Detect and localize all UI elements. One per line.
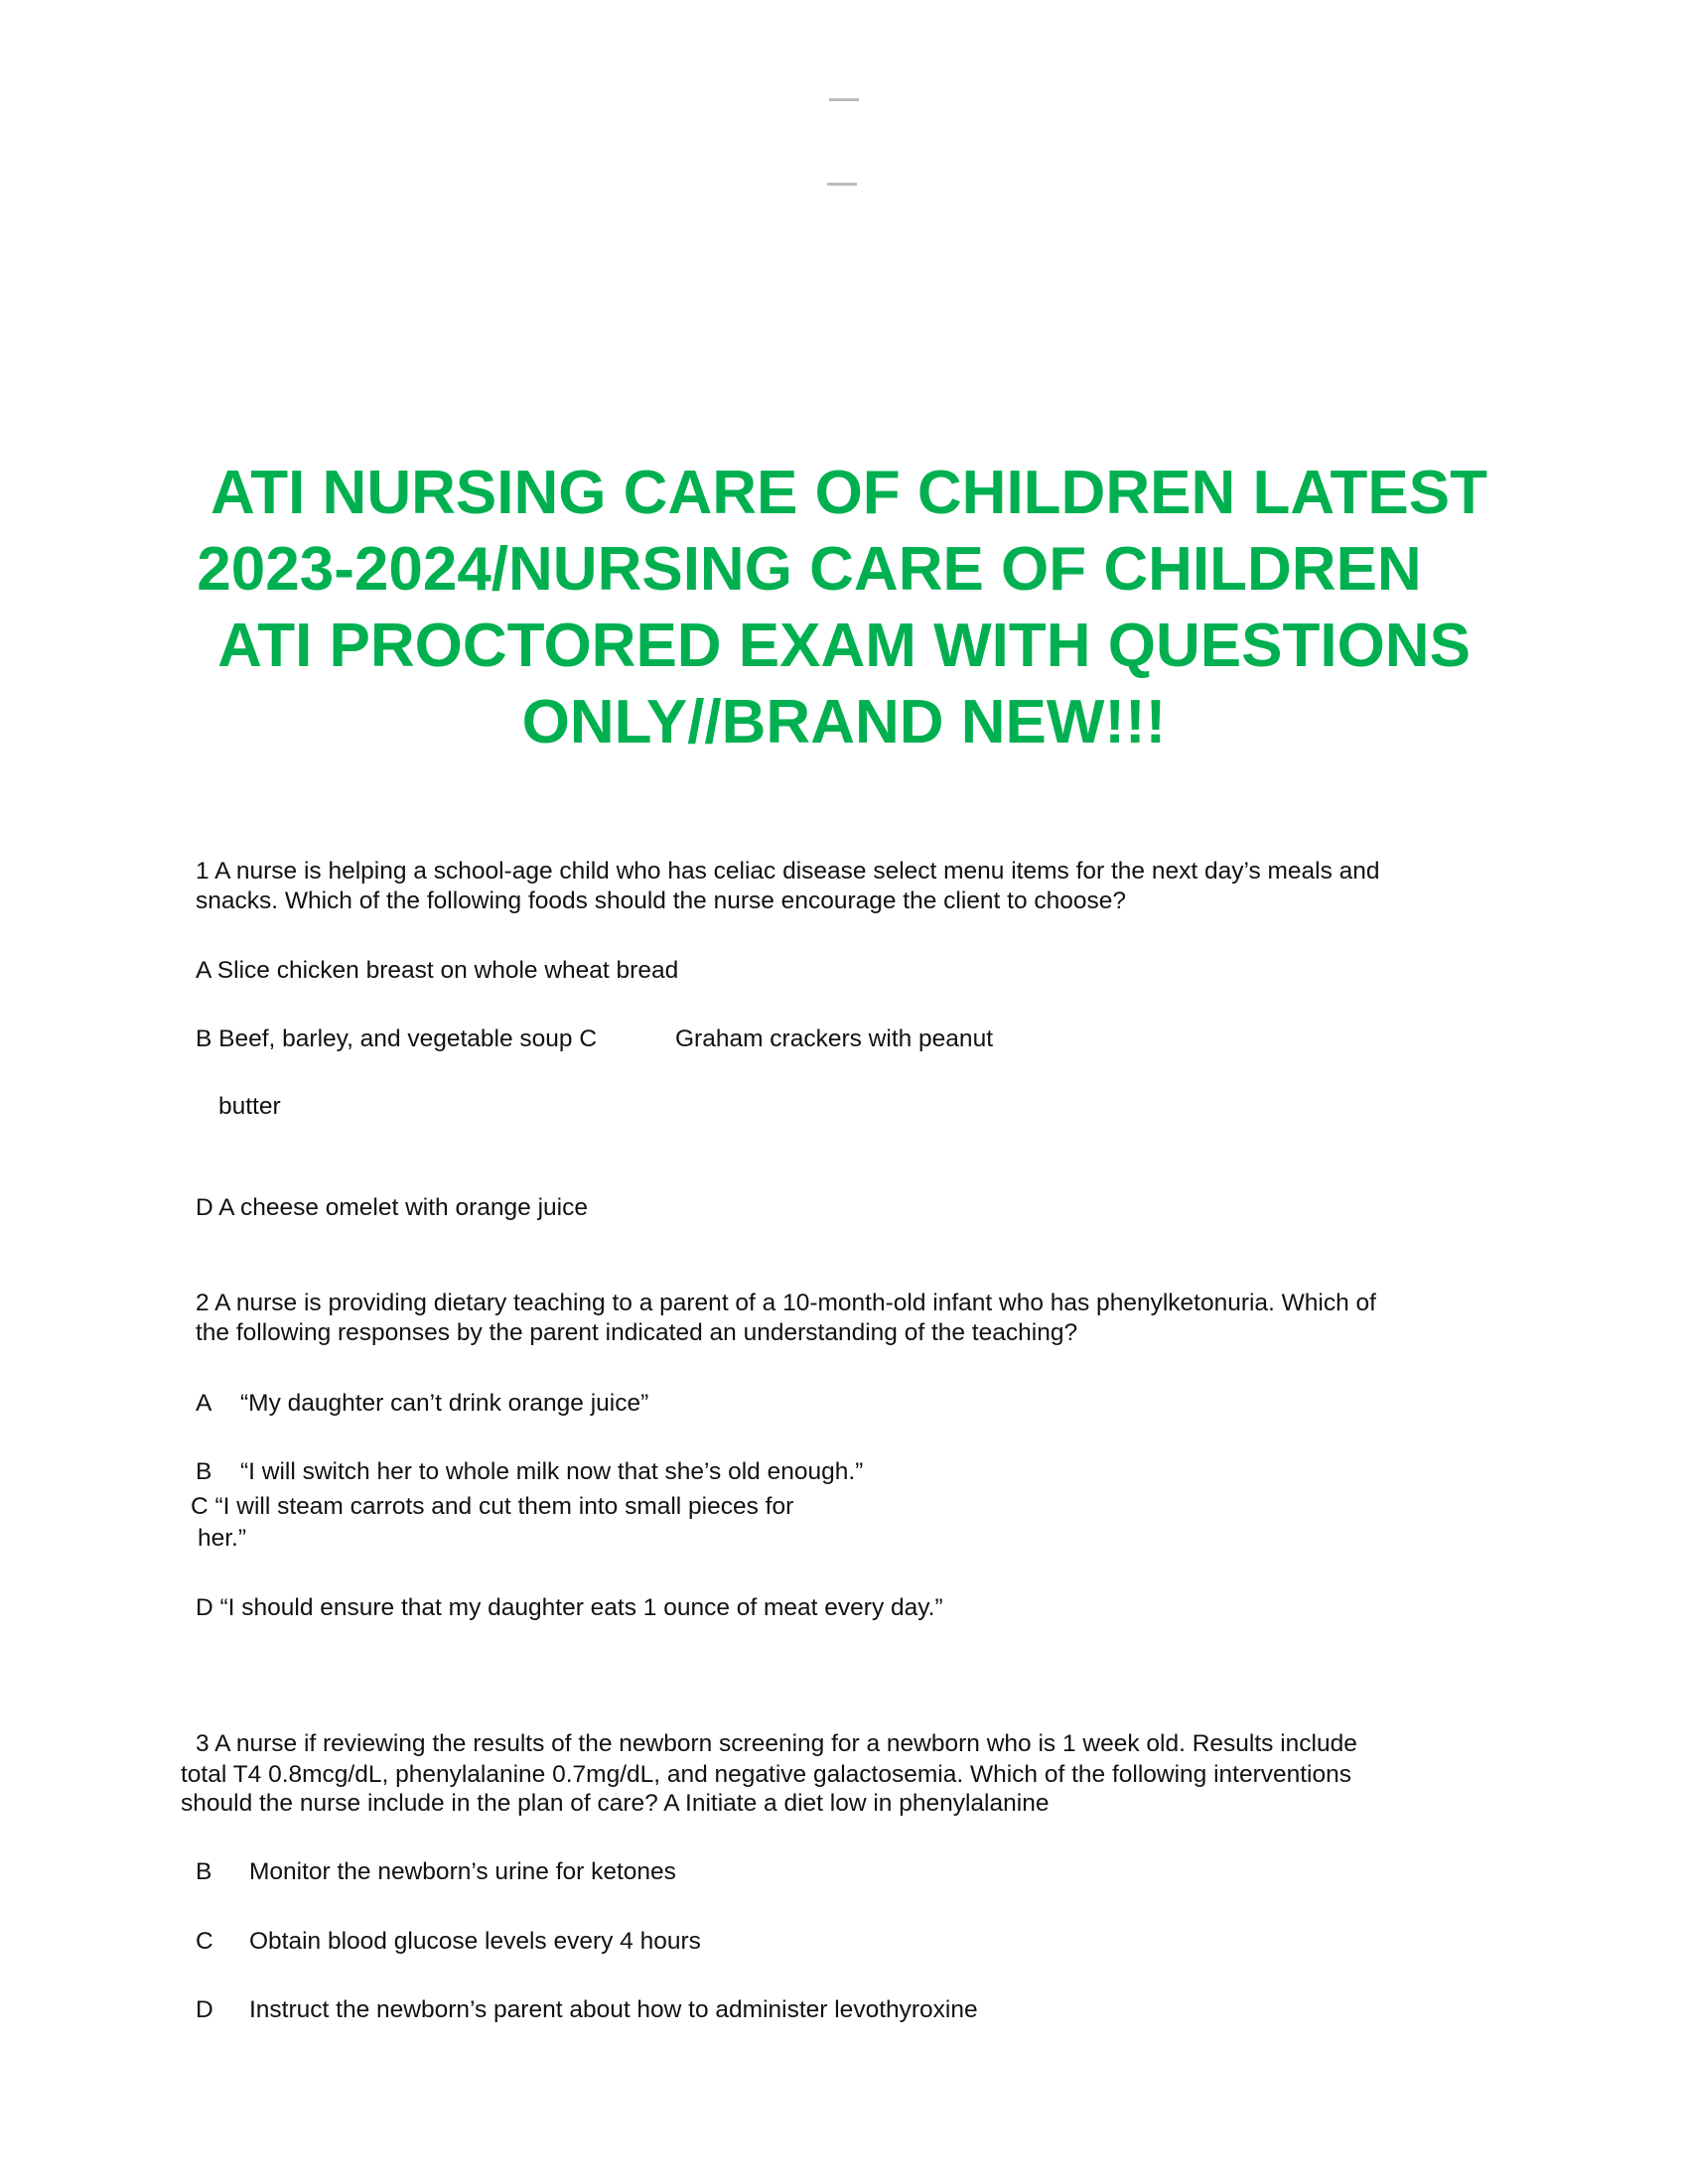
q1-option-b: B Beef, barley, and vegetable soup C (196, 1025, 598, 1052)
question-1-stem: 1 A nurse is helping a school-age child who has celiac disease select menu items for the next day’s meals and (196, 858, 1380, 885)
q2-option-d: D “I should ensure that my daughter eats 1 ounce of meat every day.” (196, 1594, 943, 1621)
q1-option-c-cont: butter (218, 1093, 281, 1120)
header-mark (829, 98, 859, 101)
question-3-stem: total T4 0.8mcg/dL, phenylalanine 0.7mg/dL, and negative galactosemia. Which of the following interventions (181, 1761, 1351, 1788)
q2-option-b: “I will switch her to whole milk now that she’s old enough.” (240, 1458, 864, 1485)
question-3-stem: should the nurse include in the plan of care? A Initiate a diet low in phenylalanine (181, 1790, 1050, 1817)
document-title (0, 455, 1688, 760)
title-line: ATI PROCTORED EXAM WITH QUESTIONS (217, 612, 1471, 680)
q3-option-b-letter: B (196, 1858, 212, 1885)
q1-option-c: Graham crackers with peanut (675, 1025, 993, 1052)
q2-option-a-letter: A (196, 1390, 212, 1417)
question-3-stem: 3 A nurse if reviewing the results of the newborn screening for a newborn who is 1 week old. Results include (196, 1730, 1357, 1757)
q1-option-d: D A cheese omelet with orange juice (196, 1194, 588, 1221)
q3-option-b: Monitor the newborn’s urine for ketones (249, 1858, 676, 1885)
title-line: 2023-2024/NURSING CARE OF CHILDREN (197, 535, 1422, 604)
q3-option-c-letter: C (196, 1928, 213, 1955)
q2-option-a: “My daughter can’t drink orange juice” (240, 1390, 649, 1417)
question-2-stem: 2 A nurse is providing dietary teaching to a parent of a 10-month-old infant who has phenylketonuria. Which of (196, 1290, 1376, 1316)
q3-option-d: Instruct the newborn’s parent about how to administer levothyroxine (249, 1996, 978, 2023)
question-2-stem: the following responses by the parent indicated an understanding of the teaching? (196, 1319, 1078, 1346)
q1-option-a: A Slice chicken breast on whole wheat bread (196, 957, 679, 984)
q3-option-d-letter: D (196, 1996, 213, 2023)
title-line: ATI NURSING CARE OF CHILDREN LATEST (211, 459, 1487, 527)
title-line: ONLY//BRAND NEW!!! (521, 688, 1167, 756)
q2-option-c: C “I will steam carrots and cut them into small pieces for (191, 1493, 794, 1520)
q2-option-b-letter: B (196, 1458, 212, 1485)
question-1-stem: snacks. Which of the following foods should the nurse encourage the client to choose? (196, 887, 1127, 914)
q2-option-c-cont: her.” (198, 1525, 247, 1552)
header-mark (827, 183, 857, 186)
q3-option-c: Obtain blood glucose levels every 4 hours (249, 1928, 701, 1955)
